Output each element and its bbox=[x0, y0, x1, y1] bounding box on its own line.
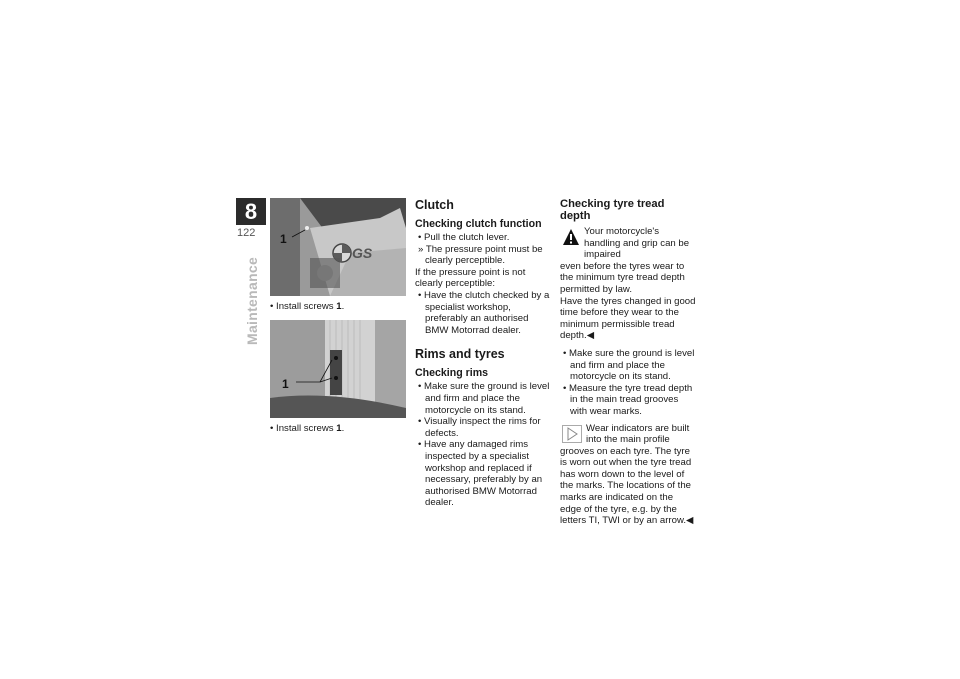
bullet-icon: • bbox=[418, 232, 422, 243]
bullet-icon: • bbox=[270, 423, 274, 434]
bullet-icon: • bbox=[418, 416, 422, 428]
note-text: grooves on each tyre. The tyre is worn out when the tyre tread has worn down to the level of the marks. The locations of the marks are indicated on the edge of the tyre, e.g. by the letters TI, TWI or by an arrow.◀ bbox=[560, 445, 694, 527]
bullet-icon: • bbox=[270, 301, 274, 312]
result-item: » The pressure point must be clearly perceptible. bbox=[418, 243, 543, 267]
figure-callout: 1 bbox=[280, 232, 287, 246]
instruction-item: • Visually inspect the rims for defects. bbox=[418, 416, 541, 439]
condition-text: If the pressure point is not clearly perceptible: bbox=[415, 266, 526, 290]
note-lead: Wear indicators are built into the main profile bbox=[586, 422, 690, 446]
instruction-item: • Make sure the ground is level and firm and place the motorcycle on its stand. bbox=[563, 347, 695, 383]
figure-callout: 1 bbox=[282, 377, 289, 391]
bullet-icon: • bbox=[418, 289, 422, 301]
motorcycle-side-illustration bbox=[270, 198, 406, 296]
warning-text-2: Have the tyres changed in good time before they wear to the minimum permissible tread depth.◀ bbox=[560, 295, 696, 342]
clutch-cover-photo bbox=[270, 198, 406, 296]
warning-text: even before the tyres wear to the minimum tyre tread depth permitted by law. bbox=[560, 260, 685, 295]
warning-block bbox=[560, 226, 696, 342]
bike-logo: GS bbox=[352, 245, 373, 261]
figure-caption: • Install screws 1. bbox=[270, 423, 345, 434]
end-mark-icon: ◀ bbox=[586, 330, 595, 342]
bullet-icon: • bbox=[563, 382, 567, 394]
middle-column bbox=[415, 198, 551, 509]
chapter-title: Maintenance bbox=[244, 256, 260, 345]
warning-triangle-icon bbox=[562, 228, 580, 246]
page-number: 122 bbox=[237, 227, 256, 239]
subsection-heading: Checking rims bbox=[415, 367, 489, 380]
subsection-heading: Checking clutch function bbox=[415, 218, 542, 230]
instruction-item: • Measure the tyre tread depth in the main tread grooves with wear marks. bbox=[563, 382, 693, 417]
end-mark-icon: ◀ bbox=[686, 515, 694, 527]
instruction-item: • Have any damaged rims inspected by a specialist workshop and replaced if necessary, preferably by an authorised BMW Motorrad dealer. bbox=[418, 439, 543, 509]
note-block bbox=[560, 423, 696, 527]
instruction-item: • Have the clutch checked by a specialist workshop, preferably an authorised BMW Motorrad dealer. bbox=[418, 289, 550, 336]
bullet-icon: • bbox=[563, 347, 567, 359]
section-heading: Clutch bbox=[415, 198, 454, 212]
right-column bbox=[560, 198, 696, 527]
instruction-item: • Pull the clutch lever. bbox=[418, 232, 510, 243]
radiator-screws-photo bbox=[270, 320, 406, 418]
result-arrow-icon: » bbox=[418, 243, 424, 255]
radiator-illustration bbox=[270, 320, 406, 418]
chapter-number: 8 bbox=[236, 198, 266, 225]
note-triangle-icon bbox=[562, 425, 582, 443]
section-heading: Checking tyre tread depth bbox=[560, 198, 665, 222]
warning-lead: Your motorcycle's handling and grip can be impaired bbox=[584, 226, 690, 261]
section-heading: Rims and tyres bbox=[415, 347, 505, 362]
bullet-icon: • bbox=[418, 439, 422, 451]
bullet-icon: • bbox=[418, 381, 422, 393]
figure-caption: • Install screws 1. bbox=[270, 301, 345, 312]
instruction-item: • Make sure the ground is level and firm and place the motorcycle on its stand. bbox=[418, 381, 550, 416]
